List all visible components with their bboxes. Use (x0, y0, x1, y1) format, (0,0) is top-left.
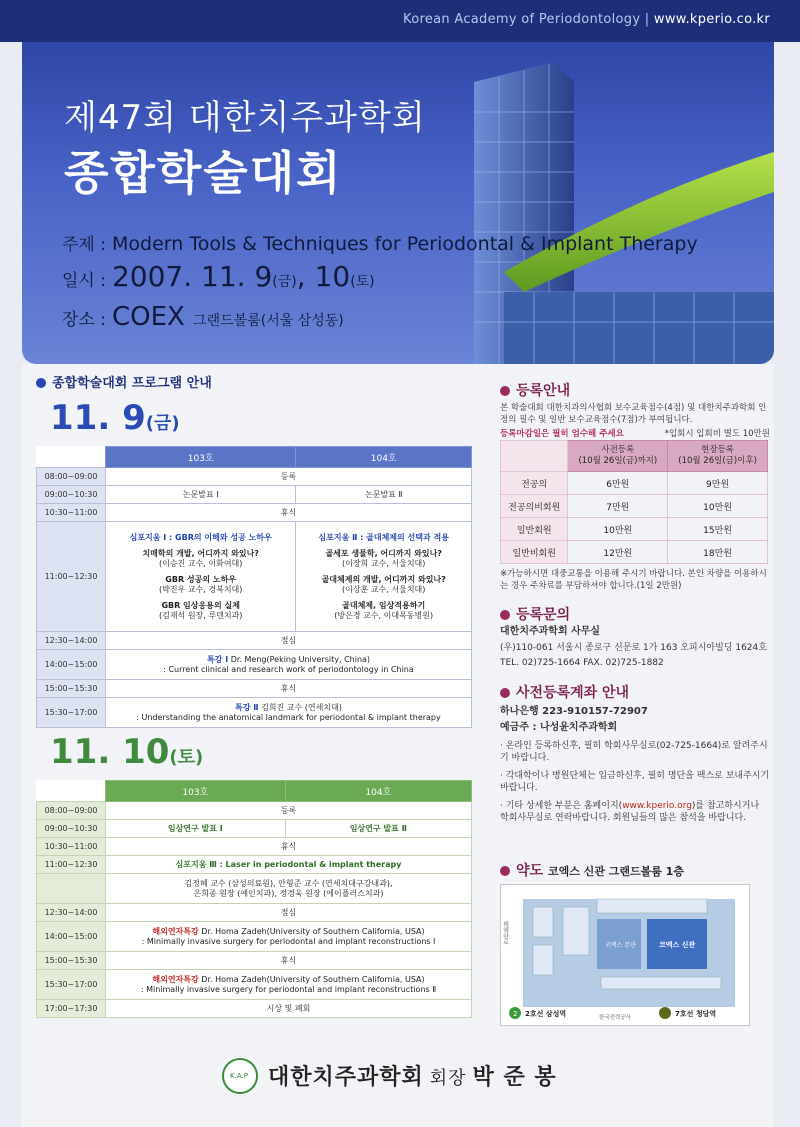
symposium-2-cell (296, 522, 472, 632)
talk-title: GBR 임상응용의 실제 (161, 600, 240, 610)
day1-date (50, 398, 180, 438)
registration-heading-text: 등록안내 (516, 383, 571, 399)
time-cell: 17:00~17:30 (37, 1000, 106, 1018)
fee-row (501, 541, 768, 564)
overseas-lecture-2-cell (106, 970, 472, 1000)
special-lecture-2-topic: : Understanding the anatomical landmark for periodontal & implant therapy (136, 712, 441, 722)
account-note-2: · 각대학이나 병원단체는 입금하신후, 필히 명단을 팩스로 보내주시기 바랍니다. (500, 771, 770, 793)
clinical-session-1: 임상연구 발표 Ⅰ (106, 820, 286, 838)
subway-line-7-icon (659, 1007, 671, 1019)
time-cell: 09:00~10:30 (37, 486, 106, 504)
footer-title: 회장 (429, 1068, 467, 1089)
map-label-kepco: 한국전력공사 (599, 1015, 631, 1021)
talk-title: 골대체제, 임상적용하기 (342, 600, 426, 610)
break-cell: 휴식 (106, 952, 472, 970)
day1-dow: (금) (145, 413, 180, 434)
hero-title-1: 제47회 대한치주과학회 (64, 98, 426, 138)
time-cell: 14:00~15:00 (37, 650, 106, 680)
special-lecture-1-topic: : Current clinical and research work of periodontology in China (163, 664, 414, 674)
talk-speaker: (이장희 교수, 서울치대) (341, 558, 426, 568)
fee-category: 전공의 (501, 472, 568, 495)
fee-row (501, 495, 768, 518)
registration-deadline: 등록마감일은 필히 엄수해 주세요 (500, 429, 624, 439)
time-cell-blank (37, 874, 106, 904)
onsite-reg-header (668, 441, 768, 472)
talk-speaker: (이상훈 교수, 서울치대) (341, 584, 426, 594)
special-lecture-2-cell (106, 698, 472, 728)
inquiry-office: 대한치주과학회 사무실 (500, 626, 601, 637)
inquiry-heading (500, 604, 570, 624)
day2-schedule-table (36, 780, 472, 1018)
fee-onsite: 9만원 (668, 472, 768, 495)
special-lecture-1-label: 특강 Ⅰ (206, 654, 229, 664)
venue-row (62, 302, 344, 332)
bullet-icon (500, 386, 510, 396)
closing-cell: 시상 및 폐회 (106, 1000, 472, 1018)
talk-title: 치매학의 개발, 어디까지 와있나? (142, 548, 259, 558)
time-cell: 14:00~15:00 (37, 922, 106, 952)
bullet-icon (500, 866, 510, 876)
date-second: , 10 (296, 260, 351, 293)
symposium-1-cell (106, 522, 296, 632)
time-cell: 08:00~09:00 (37, 802, 106, 820)
map-station-samseong: 2호선 삼성역 (525, 1010, 567, 1018)
logo-text: K.A.P (230, 1072, 248, 1080)
footer-president-name: 박 준 봉 (472, 1065, 557, 1090)
room-104-header: 104호 (296, 447, 472, 468)
overseas-lecture-1-cell (106, 922, 472, 952)
room-104-header: 104호 (285, 781, 471, 802)
time-cell: 15:30~17:00 (37, 970, 106, 1000)
fee-row (501, 518, 768, 541)
talk-speaker: (김재석 원장, 루덴치과) (158, 610, 243, 620)
org-header: Korean Academy of Periodontology | www.kperio.co.kr (403, 12, 770, 27)
inquiry-heading-text: 등록문의 (516, 607, 571, 623)
date-value: 2007. 11. 9 (111, 260, 273, 293)
fee-category: 일반회원 (501, 518, 568, 541)
bank-account: 하나은행 223-910157-72907 (500, 706, 648, 717)
bullet-icon (36, 378, 46, 388)
inquiry-phone: TEL. 02)725-1664 FAX. 02)725-1882 (500, 658, 664, 668)
time-cell: 15:00~15:30 (37, 680, 106, 698)
map-heading (500, 860, 684, 880)
pre-reg-title: 사전등록 (601, 445, 635, 455)
pre-reg-sub: (10월 26일(금)까지) (578, 456, 658, 466)
special-lecture-2-label: 특강 Ⅱ (235, 702, 259, 712)
footer-signature (268, 1060, 557, 1091)
website-link[interactable]: www.kperio.co.kr (653, 12, 770, 27)
note-text: )를 참고하시거나 학회사무실로 연락바랍니다. 회원님들의 많은 참석을 바랍니다. (500, 801, 760, 823)
time-cell: 11:00~12:30 (37, 522, 106, 632)
program-heading-text: 종합학술대회 프로그램 안내 (52, 376, 212, 391)
inquiry-address: (우)110-061 서울시 종로구 신문로 1가 163 오피시아빌딩 1624호 (500, 643, 767, 653)
fee-row (501, 472, 768, 495)
date-label: 일시 : (62, 271, 106, 291)
time-cell: 08:00~09:00 (37, 468, 106, 486)
fee-pre: 7만원 (568, 495, 668, 518)
map-label-road: 테헤란로 (501, 921, 509, 945)
symposium-3-title: 심포지움 Ⅲ : Laser in periodontal & implant therapy (106, 856, 472, 874)
registration-heading (500, 380, 570, 400)
line-number: 2 (513, 1010, 518, 1018)
time-cell: 10:30~11:00 (37, 838, 106, 856)
time-cell: 12:30~14:00 (37, 632, 106, 650)
room-103-header: 103호 (106, 447, 296, 468)
symposium-2-title: 심포지움 Ⅱ : 골대체제의 선택과 적용 (318, 532, 449, 542)
special-lecture-1-cell (106, 650, 472, 680)
location-map (500, 884, 750, 1026)
registration-note-parking: ※가능하시면 대중교통을 이용해 주시기 바랍니다. 본인 차량을 이용하시는 경우 주차료를 부담하셔야 합니다.(1일 2만원) (500, 569, 767, 591)
map-heading-place: 코엑스 신관 그랜드볼룸 1층 (547, 865, 684, 878)
bullet-icon (500, 688, 510, 698)
map-label-coex-new: 코엑스 신관 (659, 941, 696, 949)
venue-detail: 그랜드볼룸(서울 삼성동) (193, 313, 344, 329)
map-station-cheongdam: 7호선 청담역 (675, 1010, 717, 1018)
theme-value: Modern Tools & Techniques for Periodontal & Implant Therapy (111, 233, 698, 255)
venue-value: COEX (111, 302, 185, 332)
registration-cell: 등록 (106, 468, 472, 486)
time-cell: 12:30~14:00 (37, 904, 106, 922)
paper-session-2: 논문발표 Ⅱ (296, 486, 472, 504)
date-dow-2: (토) (350, 274, 375, 290)
fee-pre: 6만원 (568, 472, 668, 495)
time-cell: 15:00~15:30 (37, 952, 106, 970)
paper-session-1: 논문발표 Ⅰ (106, 486, 296, 504)
time-cell: 10:30~11:00 (37, 504, 106, 522)
registration-intro: 본 학술대회 대한치과의사협회 보수교육점수(4점) 및 대한치주과학회 인정의 필수 및 일반 보수교육점수(7점)가 부여됩니다. (500, 403, 767, 425)
speaker-line: 김정혜 교수 (삼성의료원), 안형준 교수 (연세치대구강내과), (184, 878, 393, 888)
hero-title-2: 종합학술대회 (64, 146, 343, 200)
overseas-lecture-label: 해외연자특강 (152, 974, 199, 984)
registration-cell: 등록 (106, 802, 472, 820)
account-note-1: · 온라인 등록하신후, 필히 학회사무실로(02-725-1664)로 알려주시기 바랍니다. (500, 741, 768, 763)
note-text: · 기타 상세한 부분은 홈페이지( (500, 801, 623, 811)
overseas-lecture-label: 해외연자특강 (152, 926, 199, 936)
account-heading (500, 682, 629, 702)
time-cell: 11:00~12:30 (37, 856, 106, 874)
talk-title: 골대체제의 개발, 어디까지 와있나? (321, 574, 446, 584)
overseas-lecture-topic: : Minimally invasive surgery for periodontal and implant reconstructions Ⅰ (141, 936, 436, 946)
venue-label: 장소 : (62, 310, 106, 330)
day2-dow: (토) (169, 747, 204, 768)
fee-onsite: 15만원 (668, 518, 768, 541)
talk-speaker: (박진우 교수, 경북치대) (158, 584, 243, 594)
account-heading-text: 사전등록계좌 안내 (516, 685, 630, 701)
fee-pre: 10만원 (568, 518, 668, 541)
fee-category: 일반비회원 (501, 541, 568, 564)
day2-date (50, 732, 203, 772)
fee-category: 전공의비회원 (501, 495, 568, 518)
map-label-coex-main: 코엑스 본관 (605, 942, 636, 949)
lunch-cell: 점심 (106, 632, 472, 650)
day2-date-text: 11. 10 (50, 732, 170, 772)
symposium-3-speakers (106, 874, 472, 904)
overseas-lecture-topic: : Minimally invasive surgery for periodontal and implant reconstructions Ⅱ (140, 984, 437, 994)
date-dow-1: (금) (272, 274, 297, 290)
footer-org: 대한치주과학회 (268, 1065, 424, 1090)
org-name: Korean Academy of Periodontology (403, 12, 641, 27)
account-holder: 예금주 : 나성윤치주과학회 (500, 722, 618, 733)
talk-speaker: (방은경 교수, 이대목동병원) (334, 610, 434, 620)
lunch-cell: 점심 (106, 904, 472, 922)
academy-logo (222, 1058, 258, 1094)
pre-reg-header (568, 441, 668, 472)
special-lecture-1-speaker: Dr. Meng(Peking University, China) (230, 654, 371, 664)
talk-title: GBR 성공의 노하우 (165, 574, 237, 584)
account-note-3 (500, 800, 770, 824)
bullet-icon (500, 610, 510, 620)
symposium-1-title: 심포지움 Ⅰ : GBR의 이해와 성공 노하우 (129, 532, 272, 542)
fee-onsite: 18만원 (668, 541, 768, 564)
fee-pre: 12만원 (568, 541, 668, 564)
time-cell: 09:00~10:30 (37, 820, 106, 838)
map-drawing (501, 885, 749, 1025)
talk-speaker: (이승진 교수, 이화여대) (158, 558, 243, 568)
clinical-session-2: 임상연구 발표 Ⅱ (285, 820, 471, 838)
special-lecture-2-speaker: 김희진 교수 (연세치대) (261, 702, 342, 712)
program-heading (36, 372, 212, 391)
registration-note-fee: *입회시 입회비 별도 10만원 (664, 429, 770, 439)
fee-onsite: 10만원 (668, 495, 768, 518)
break-cell: 휴식 (106, 680, 472, 698)
day1-schedule-table (36, 446, 472, 728)
speaker-line: 은희종 원장 (예인치과), 정경욱 원장 (에이플러스치과) (193, 888, 384, 898)
theme-row (62, 230, 698, 255)
theme-label: 주제 : (62, 235, 106, 255)
date-row (62, 260, 375, 293)
room-103-header: 103호 (106, 781, 286, 802)
map-heading-label: 약도 (516, 863, 544, 879)
onsite-reg-title: 현장등록 (701, 445, 735, 455)
talk-title: 골세포 생물학, 어디까지 와있나? (325, 548, 442, 558)
top-banner (0, 0, 800, 42)
day1-date-text: 11. 9 (50, 398, 146, 438)
overseas-lecture-speaker: Dr. Homa Zadeh(University of Southern California, USA) (201, 926, 425, 936)
time-cell: 15:30~17:00 (37, 698, 106, 728)
hero-banner (22, 42, 774, 364)
homepage-link[interactable]: www.kperio.org (622, 801, 692, 811)
coex-building-illustration (444, 42, 774, 364)
overseas-lecture-speaker: Dr. Homa Zadeh(University of Southern California, USA) (201, 974, 425, 984)
onsite-reg-sub: (10월 26일(금)이후) (678, 456, 757, 466)
fee-table (500, 440, 768, 564)
break-cell: 휴식 (106, 838, 472, 856)
break-cell: 휴식 (106, 504, 472, 522)
